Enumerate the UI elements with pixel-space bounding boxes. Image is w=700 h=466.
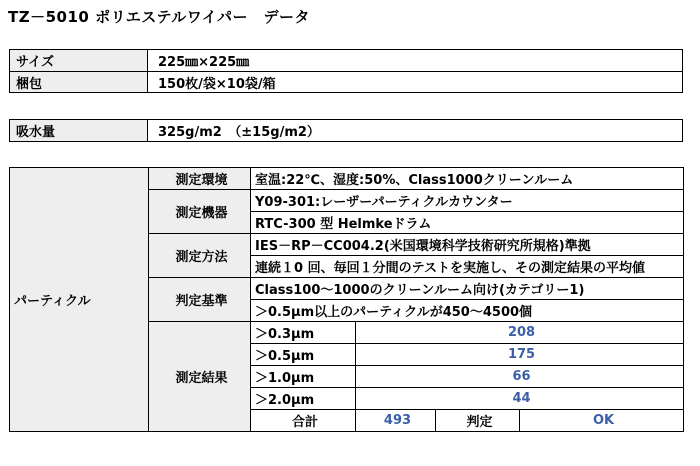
result-size: ＞0.5μm [251,344,356,366]
result-count: 175 [356,344,684,366]
size-value: 225㎜×225㎜ [158,55,250,70]
particle-table [9,167,684,432]
packing-row [10,71,682,92]
method-label: 測定方法 [149,234,251,278]
instrument-line: RTC-300 型 Helmkeドラム [251,212,684,234]
result-count: 44 [356,388,684,410]
result-size: ＞1.0μm [251,366,356,388]
size-row [10,50,682,71]
packing-label: 梱包 [10,72,148,92]
instruments-label: 測定機器 [149,190,251,234]
environment-value: 室温:22℃、湿度:50%、Class1000クリーンルーム [251,168,684,190]
packing-value: 150枚/袋×10袋/箱 [158,76,276,92]
spec-table [9,49,683,93]
result-count: 208 [356,322,684,344]
environment-row [10,168,684,190]
judgement-label: 判定 [436,410,520,432]
criteria-line: Class100～1000のクリーンルーム向け(カテゴリー1) [251,278,684,300]
criteria-line: ＞0.5μm以上のパーティクルが450～4500個 [251,300,684,322]
document-title: TZ－5010 ポリエステルワイパー データ [8,8,310,26]
method-line: 連続１0 回、毎回１分間のテストを実施し、その測定結果の平均値 [251,256,684,278]
criteria-label: 判定基準 [149,278,251,322]
absorption-label: 吸水量 [10,120,148,141]
instrument-line: Y09-301:レーザーパーティクルカウンター [251,190,684,212]
absorption-value: 325g/m2 （±15g/m2） [158,125,320,140]
result-size: ＞2.0μm [251,388,356,410]
absorption-table [9,119,683,142]
total-value: 493 [356,410,436,432]
total-label: 合計 [251,410,356,432]
environment-label: 測定環境 [149,168,251,190]
particle-category: パーティクル [10,168,149,432]
result-count: 66 [356,366,684,388]
method-line: IES－RP－CC004.2(米国環境科学技術研究所規格)準拠 [251,234,684,256]
judgement-value: OK [520,410,684,432]
results-label: 測定結果 [149,322,251,432]
size-label: サイズ [10,50,148,71]
result-size: ＞0.3μm [251,322,356,344]
